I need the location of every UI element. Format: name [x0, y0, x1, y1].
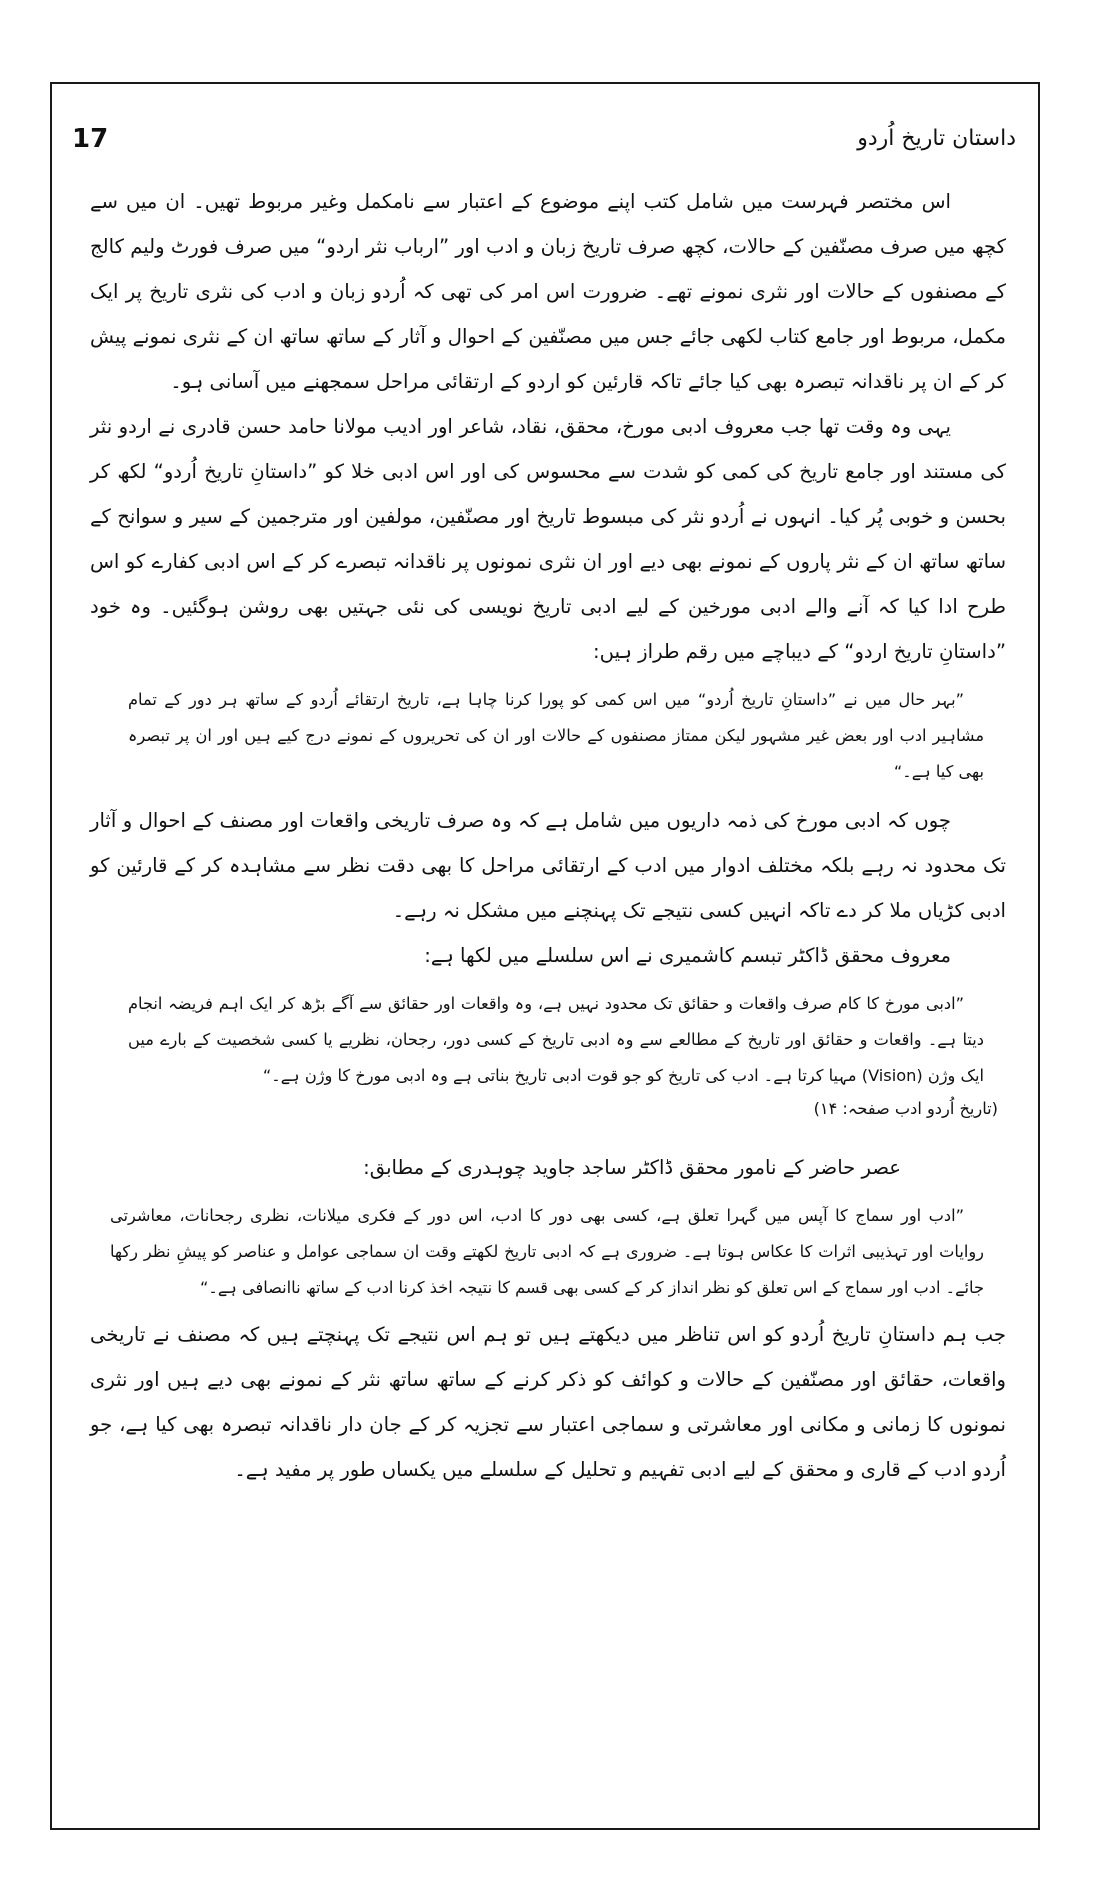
page-frame — [50, 82, 1040, 1830]
block-quote-chaudhry: ”ادب اور سماج کا آپس میں گہرا تعلق ہے، کسی بھی دور کا ادب، اس دور کے فکری میلانات، نظری رجحانات، معاشرتی روایات اور تہذیبی اثرات کا عکاس ہوتا ہے۔ ضروری ہے کہ ادبی تاریخ لکھتے وقت ان سماجی عوامل و عناصر کو پیشِ نظر رکھا جائے۔ ادب اور سماج کے اس تعلق کو نظر انداز کر کے کسی بھی قسم کا نتیجہ اخذ کرنا ادب کے ساتھ ناانصافی ہے۔“ — [110, 1206, 984, 1297]
source-citation: (تاریخ اُردو ادب صفحہ: ۱۴) — [813, 1099, 998, 1118]
running-title: داستان تاریخ اُردو — [857, 126, 1016, 151]
paragraph-kashmiri-intro: معروف محقق ڈاکٹر تبسم کاشمیری نے اس سلسلے میں لکھا ہے: — [424, 944, 951, 967]
paragraph-historian-duty: چوں کہ ادبی مورخ کی ذمہ داریوں میں شامل ہے کہ وہ صرف تاریخی واقعات اور مصنف کے احوال و آثار تک محدود نہ رہے بلکہ مختلف ادوار میں ادب کے ارتقائی مراحل کا بھی دقت نظر سے مشاہدہ کر کے قارئین کو ادبی کڑیاں ملا کر دے تاکہ انہیں کسی نتیجے تک پہنچنے میں مشکل نہ رہے۔ — [90, 809, 1006, 922]
page-body — [90, 179, 1006, 1492]
paragraph-chaudhry-intro: عصر حاضر کے نامور محقق ڈاکٹر ساجد جاوید چوہدری کے مطابق: — [363, 1156, 901, 1179]
paragraph-intro: اس مختصر فہرست میں شامل کتب اپنے موضوع کے اعتبار سے نامکمل وغیر مربوط تھیں۔ ان میں سے کچھ میں صرف مصنّفین کے حالات، کچھ صرف تاریخ زبان و ادب اور ”ارباب نثر اردو“ میں صرف فورٹ ولیم کالج کے مصنفوں کے حالات اور نثری نمونے تھے۔ ضرورت اس امر کی تھی کہ اُردو زبان و ادب کی نثری تاریخ پر ایک مکمل، مربوط اور جامع کتاب لکھی جائے جس میں مصنّفین کے احوال و آثار کے ساتھ ساتھ ان کے نثری نمونے پیش کر کے ان پر ناقدانہ تبصرہ بھی کیا جائے تاکہ قارئین کو اردو کے ارتقائی مراحل سمجھنے میں آسانی ہو۔ — [90, 190, 1006, 393]
paragraph-qadri: یہی وہ وقت تھا جب معروف ادبی مورخ، محقق، نقاد، شاعر اور ادیب مولانا حامد حسن قادری نے اردو نثر کی مستند اور جامع تاریخ کی کمی کو شدت سے محسوس کی اور اس ادبی خلا کو ”داستانِ تاریخ اُردو“ لکھ کر بحسن و خوبی پُر کیا۔ انہوں نے اُردو نثر کی مبسوط تاریخ اور مصنّفین، مولفین اور مترجمین کے سیر و سوانح کے ساتھ ساتھ ان کے نثر پاروں کے نمونے بھی دیے اور ان نثری نمونوں پر ناقدانہ تبصرے کر کے اس ادبی کفارے کو اس طرح ادا کیا کہ آنے والے ادبی مورخین کے لیے ادبی تاریخ نویسی کی نئی جہتیں بھی روشن ہوگئیں۔ وہ خود ”داستانِ تاریخ اردو“ کے دیباچے میں رقم طراز ہیں: — [90, 415, 1006, 663]
paragraph-conclusion: جب ہم داستانِ تاریخ اُردو کو اس تناظر میں دیکھتے ہیں تو ہم اس نتیجے تک پہنچتے ہیں کہ مصنف نے تاریخی واقعات، حقائق اور مصنّفین کے حالات و کوائف کو ذکر کرنے کے ساتھ ساتھ نثر کے نمونے بھی دیے ہیں اور نثری نمونوں کا زمانی و مکانی اور معاشرتی و سماجی اعتبار سے تجزیہ کر کے جان دار ناقدانہ تبصرہ بھی کیا ہے، جو اُردو ادب کے قاری و محقق کے لیے ادبی تفہیم و تحلیل کے سلسلے میں یکساں طور پر مفید ہے۔ — [90, 1323, 1006, 1481]
page-number: 17 — [72, 124, 109, 154]
page-header — [72, 124, 1016, 160]
block-quote-qadri: ”بہر حال میں نے ”داستانِ تاریخ اُردو“ میں اس کمی کو پورا کرنا چاہا ہے، تاریخ ارتقائے اُردو کے ساتھ ہر دور کے تمام مشاہیر ادب اور بعض غیر مشہور لیکن ممتاز مصنفوں کے حالات اور ان کی تحریروں کے نمونے درج کیے ہیں اور ان پر تبصرہ بھی کیا ہے۔“ — [128, 690, 984, 781]
block-quote-kashmiri: ”ادبی مورخ کا کام صرف واقعات و حقائق تک محدود نہیں ہے، وہ واقعات اور حقائق سے آگے بڑھ کر ایک اہم فریضہ انجام دیتا ہے۔ واقعات و حقائق اور تاریخ کے مطالعے سے وہ ادبی تاریخ کے کسی دور، رجحان، نظریے یا کسی شخصیت کے بارے میں ایک وژن (Vision) مہیا کرتا ہے۔ ادب کی تاریخ کو جو قوت ادبی تاریخ بناتی ہے وہ ادبی مورخ کا وژن ہے۔“ — [128, 994, 984, 1085]
